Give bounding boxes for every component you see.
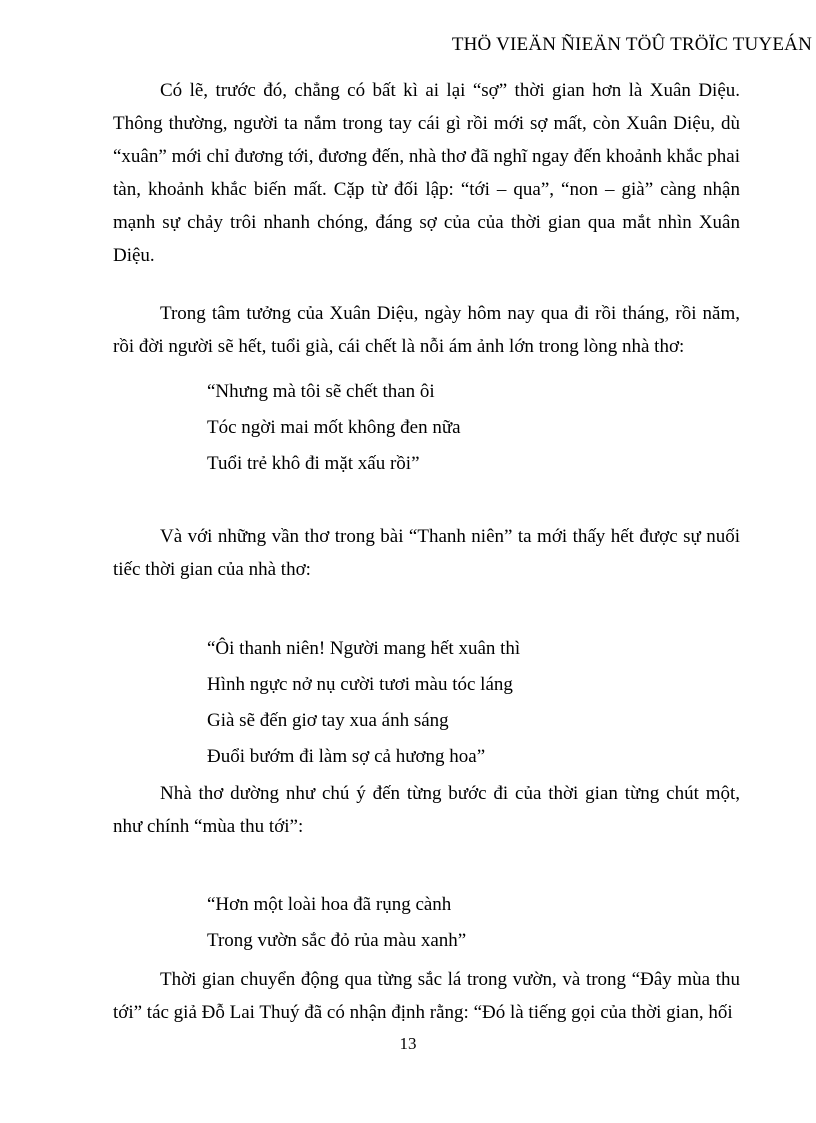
verse-line: Hình ngực nở nụ cười tươi màu tóc láng <box>207 674 513 695</box>
paragraph-1: Có lẽ, trước đó, chẳng có bất kì ai lại “sợ” thời gian hơn là Xuân Diệu. Thông thường, người ta nắm trong tay cái gì rồi mới sợ mất, còn Xuân Diệu, dù “xuân” mới chỉ đương tới, đương đến, nhà thơ đã nghĩ ngay đến khoảnh khắc phai tàn, khoảnh khắc biến mất. Cặp từ đối lập: “tới – qua”, “non – già” càng nhận mạnh sự chảy trôi nhanh chóng, đáng sợ của của thời gian qua mắt nhìn Xuân Diệu. <box>113 80 740 266</box>
verse-block-2 <box>207 631 520 775</box>
page-number: 13 <box>399 1034 417 1053</box>
verse-line: “Nhưng mà tôi sẽ chết than ôi <box>207 381 435 402</box>
verse-line: Tuổi trẻ khô đi mặt xấu rồi” <box>207 453 420 474</box>
verse-line: “Ôi thanh niên! Người mang hết xuân thì <box>207 638 521 659</box>
paragraph-4: Nhà thơ dường như chú ý đến từng bước đi của thời gian từng chút một, như chính “mùa thu tới”: <box>113 783 740 837</box>
paragraph-3: Và với những vần thơ trong bài “Thanh niên” ta mới thấy hết được sự nuối tiếc thời gian của nhà thơ: <box>113 526 740 580</box>
running-header: THÖ VIEÄN ÑIEÄN TÖÛ TRÖÏC TUYEÁN <box>451 34 812 55</box>
verse-line: “Hơn một loài hoa đã rụng cành <box>207 894 452 915</box>
verse-block-1 <box>207 374 461 482</box>
verse-block-3 <box>207 887 466 959</box>
paragraph-2: Trong tâm tưởng của Xuân Diệu, ngày hôm nay qua đi rồi tháng, rồi năm, rồi đời người sẽ hết, tuổi già, cái chết là nỗi ám ảnh lớn trong lòng nhà thơ: <box>113 303 740 357</box>
verse-line: Già sẽ đến giơ tay xua ánh sáng <box>207 710 449 731</box>
verse-line: Tóc ngời mai mốt không đen nữa <box>207 417 461 438</box>
verse-line: Trong vườn sắc đỏ rủa màu xanh” <box>207 930 467 951</box>
paragraph-5: Thời gian chuyển động qua từng sắc lá trong vườn, và trong “Đây mùa thu tới” tác giả Đỗ Lai Thuý đã có nhận định rằng: “Đó là tiếng gọi của thời gian, hối <box>113 969 740 1023</box>
verse-line: Đuổi bướm đi làm sợ cả hương hoa” <box>207 746 486 767</box>
